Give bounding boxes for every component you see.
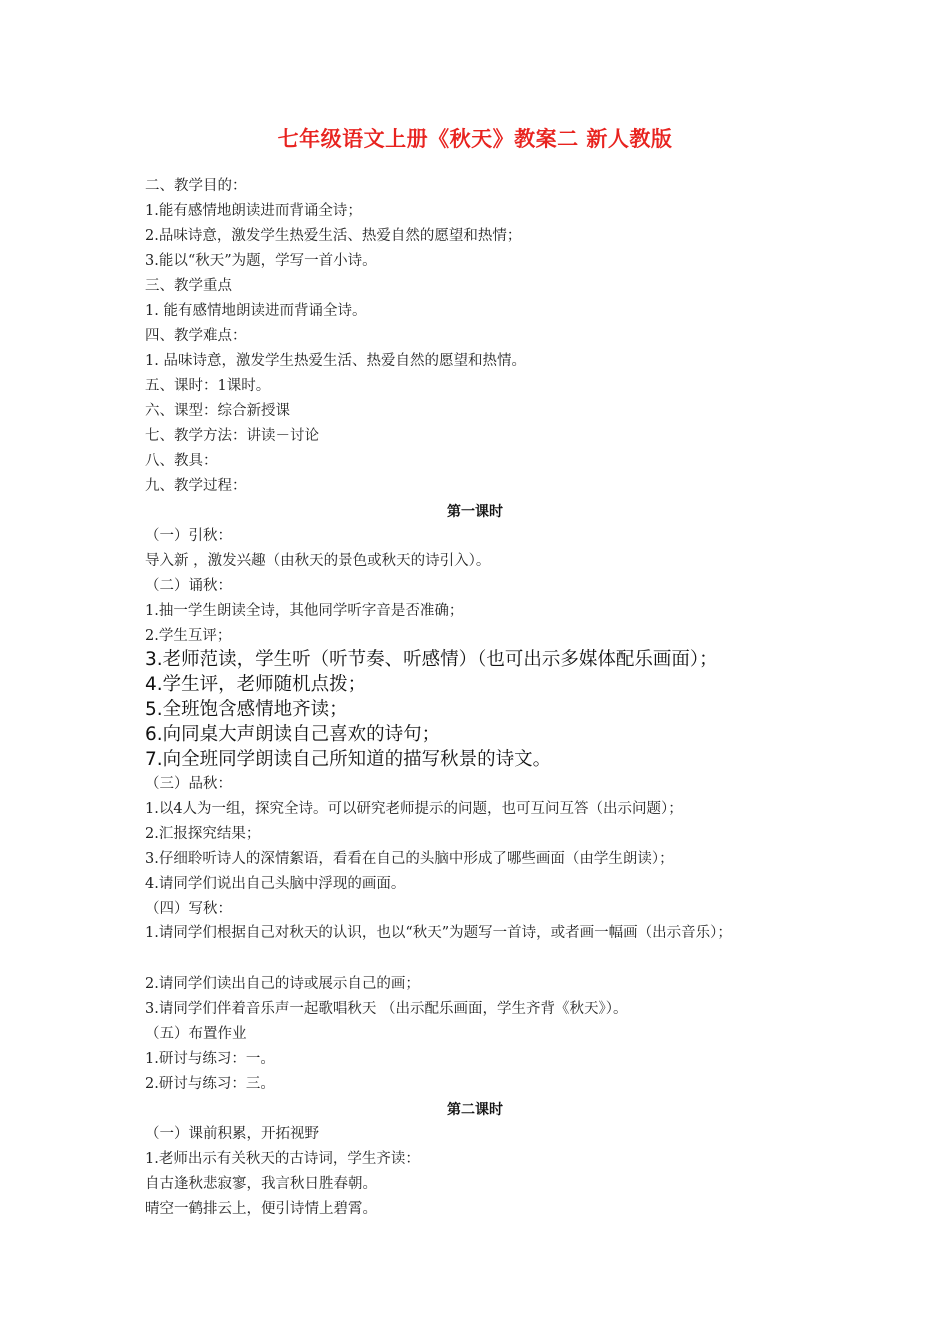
text-line: 七、教学方法：讲读－讨论 — [145, 428, 319, 444]
text-line: 晴空一鹤排云上，便引诗情上碧霄。 — [145, 1201, 377, 1217]
text-line: 三、教学重点 — [145, 278, 232, 294]
text-line: 自古逢秋悲寂寥，我言秋日胜春朝。 — [145, 1176, 377, 1192]
text-line: （四）写秋： — [145, 901, 232, 917]
text-line: 九、教学过程： — [145, 478, 247, 494]
text-line: 1. 品味诗意，激发学生热爱生活、热爱自然的愿望和热情。 — [145, 353, 526, 369]
large-text-line: 3.老师范读，学生听（听节奏、听感情）（也可出示多媒体配乐画面）； — [145, 649, 718, 670]
document-title: 七年级语文上册《秋天》教案二 新人教版 — [277, 126, 673, 151]
text-line: 1.能有感情地朗读进而背诵全诗； — [145, 203, 362, 219]
text-line: 3.仔细聆听诗人的深情絮语，看看在自己的头脑中形成了哪些画面（由学生朗读）； — [145, 851, 674, 867]
text-line: 五、课时：1课时。 — [145, 378, 271, 394]
text-line: （三）品秋： — [145, 776, 232, 792]
text-line: 3.请同学们伴着音乐声一起歌唱秋天 （出示配乐画面，学生齐背《秋天》）。 — [145, 1001, 628, 1017]
large-text-line: 5.全班饱含感情地齐读； — [145, 699, 348, 720]
text-line: 导入新 ，激发兴趣（由秋天的景色或秋天的诗引入）。 — [145, 553, 491, 569]
text-line: （二）诵秋： — [145, 578, 232, 594]
text-line: （五）布置作业 — [145, 1026, 247, 1042]
text-line: 1.抽一学生朗读全诗，其他同学听字音是否准确； — [145, 603, 464, 619]
section-heading-lesson-2: 第二课时 — [447, 1102, 503, 1118]
text-line: （一）引秋： — [145, 528, 232, 544]
section-heading-lesson-1: 第一课时 — [447, 504, 503, 520]
text-line: 2.学生互评； — [145, 628, 232, 644]
large-text-line: 6.向同桌大声朗读自己喜欢的诗句； — [145, 724, 441, 745]
text-line: 四、教学难点： — [145, 328, 247, 344]
text-line: 4.请同学们说出自己头脑中浮现的画面。 — [145, 876, 406, 892]
text-line: 3.能以“秋天”为题，学写一首小诗。 — [145, 253, 377, 269]
text-line: （一）课前积累，开拓视野 — [145, 1126, 319, 1142]
text-line: 二、教学目的： — [145, 178, 247, 194]
text-line: 1. 能有感情地朗读进而背诵全诗。 — [145, 303, 367, 319]
text-line: 2.汇报探究结果； — [145, 826, 261, 842]
text-line: 2.请同学们读出自己的诗或展示自己的画； — [145, 976, 420, 992]
text-line: 1.老师出示有关秋天的古诗词，学生齐读： — [145, 1151, 420, 1167]
large-text-line: 7.向全班同学朗读自己所知道的描写秋景的诗文。 — [145, 749, 552, 770]
text-line: 八、教具： — [145, 453, 218, 469]
wrapped-text-line: 1.请同学们根据自己对秋天的认识，也以“秋天”为题写一首诗，或者画一幅画（出示音乐）； — [145, 925, 732, 941]
text-line: 1.以4人为一组，探究全诗。可以研究老师提示的问题，也可互问互答（出示问题）； — [145, 801, 683, 817]
text-line: 2.品味诗意，激发学生热爱生活、热爱自然的愿望和热情； — [145, 228, 522, 244]
large-text-line: 4.学生评，老师随机点拨； — [145, 674, 367, 695]
text-line: 六、课型：综合新授课 — [145, 403, 290, 419]
text-line: 1.研讨与练习：一。 — [145, 1051, 275, 1067]
text-line: 2.研讨与练习：三。 — [145, 1076, 275, 1092]
